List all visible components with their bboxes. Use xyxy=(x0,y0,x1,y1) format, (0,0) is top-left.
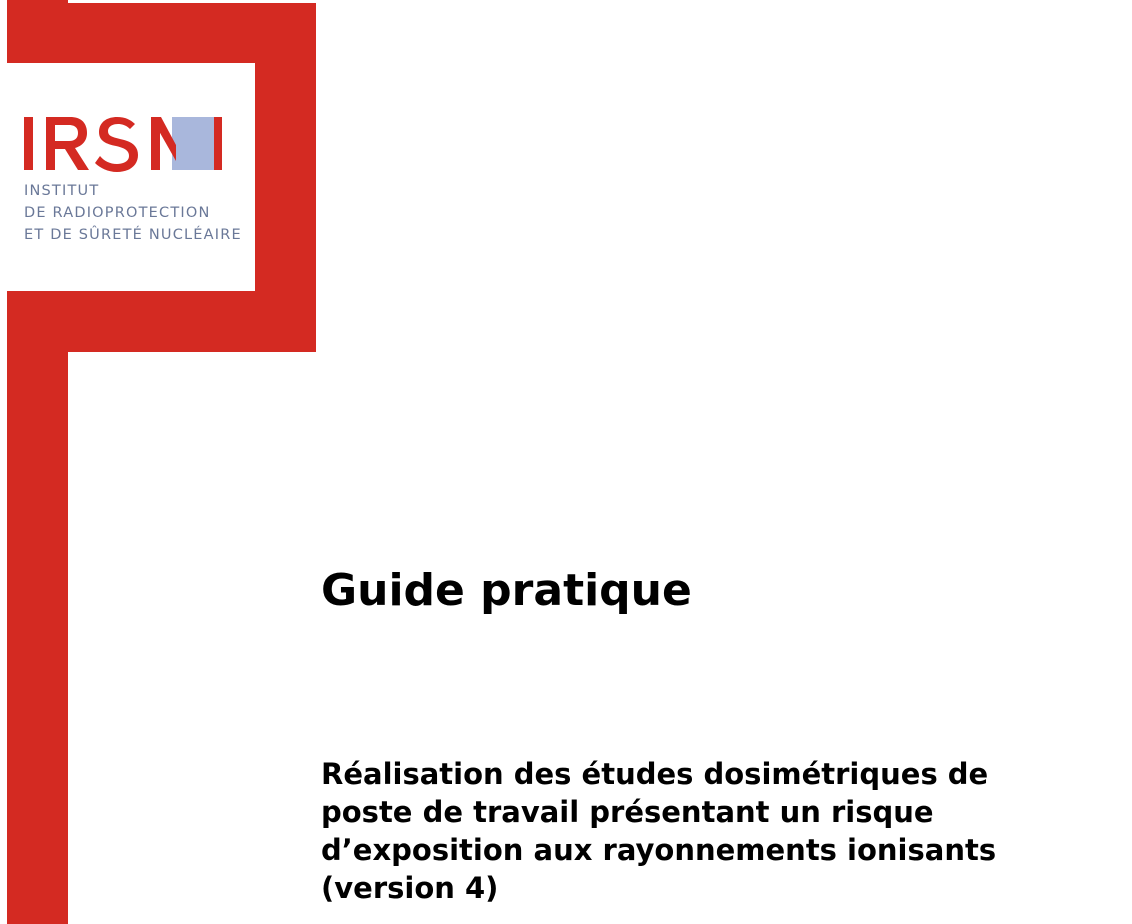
irsn-logo-mark xyxy=(24,115,224,175)
document-subtitle xyxy=(321,755,1101,907)
subtitle-line: poste de travail présentant un risque xyxy=(321,795,934,829)
irsn-logo-text xyxy=(24,180,254,246)
logo-line-radioprotection: DE RADIOPROTECTION xyxy=(24,205,211,221)
document-title: Guide pratique xyxy=(321,565,692,616)
logo-line-institut: INSTITUT xyxy=(24,183,100,199)
logo-line-surete-nucleaire: ET DE SÛRETÉ NUCLÉAIRE xyxy=(24,227,242,243)
subtitle-line: d’exposition aux rayonnements ionisants xyxy=(321,833,997,867)
irsn-logo xyxy=(7,63,255,291)
subtitle-line: (version 4) xyxy=(321,871,499,905)
subtitle-line: Réalisation des études dosimétriques de xyxy=(321,757,989,791)
